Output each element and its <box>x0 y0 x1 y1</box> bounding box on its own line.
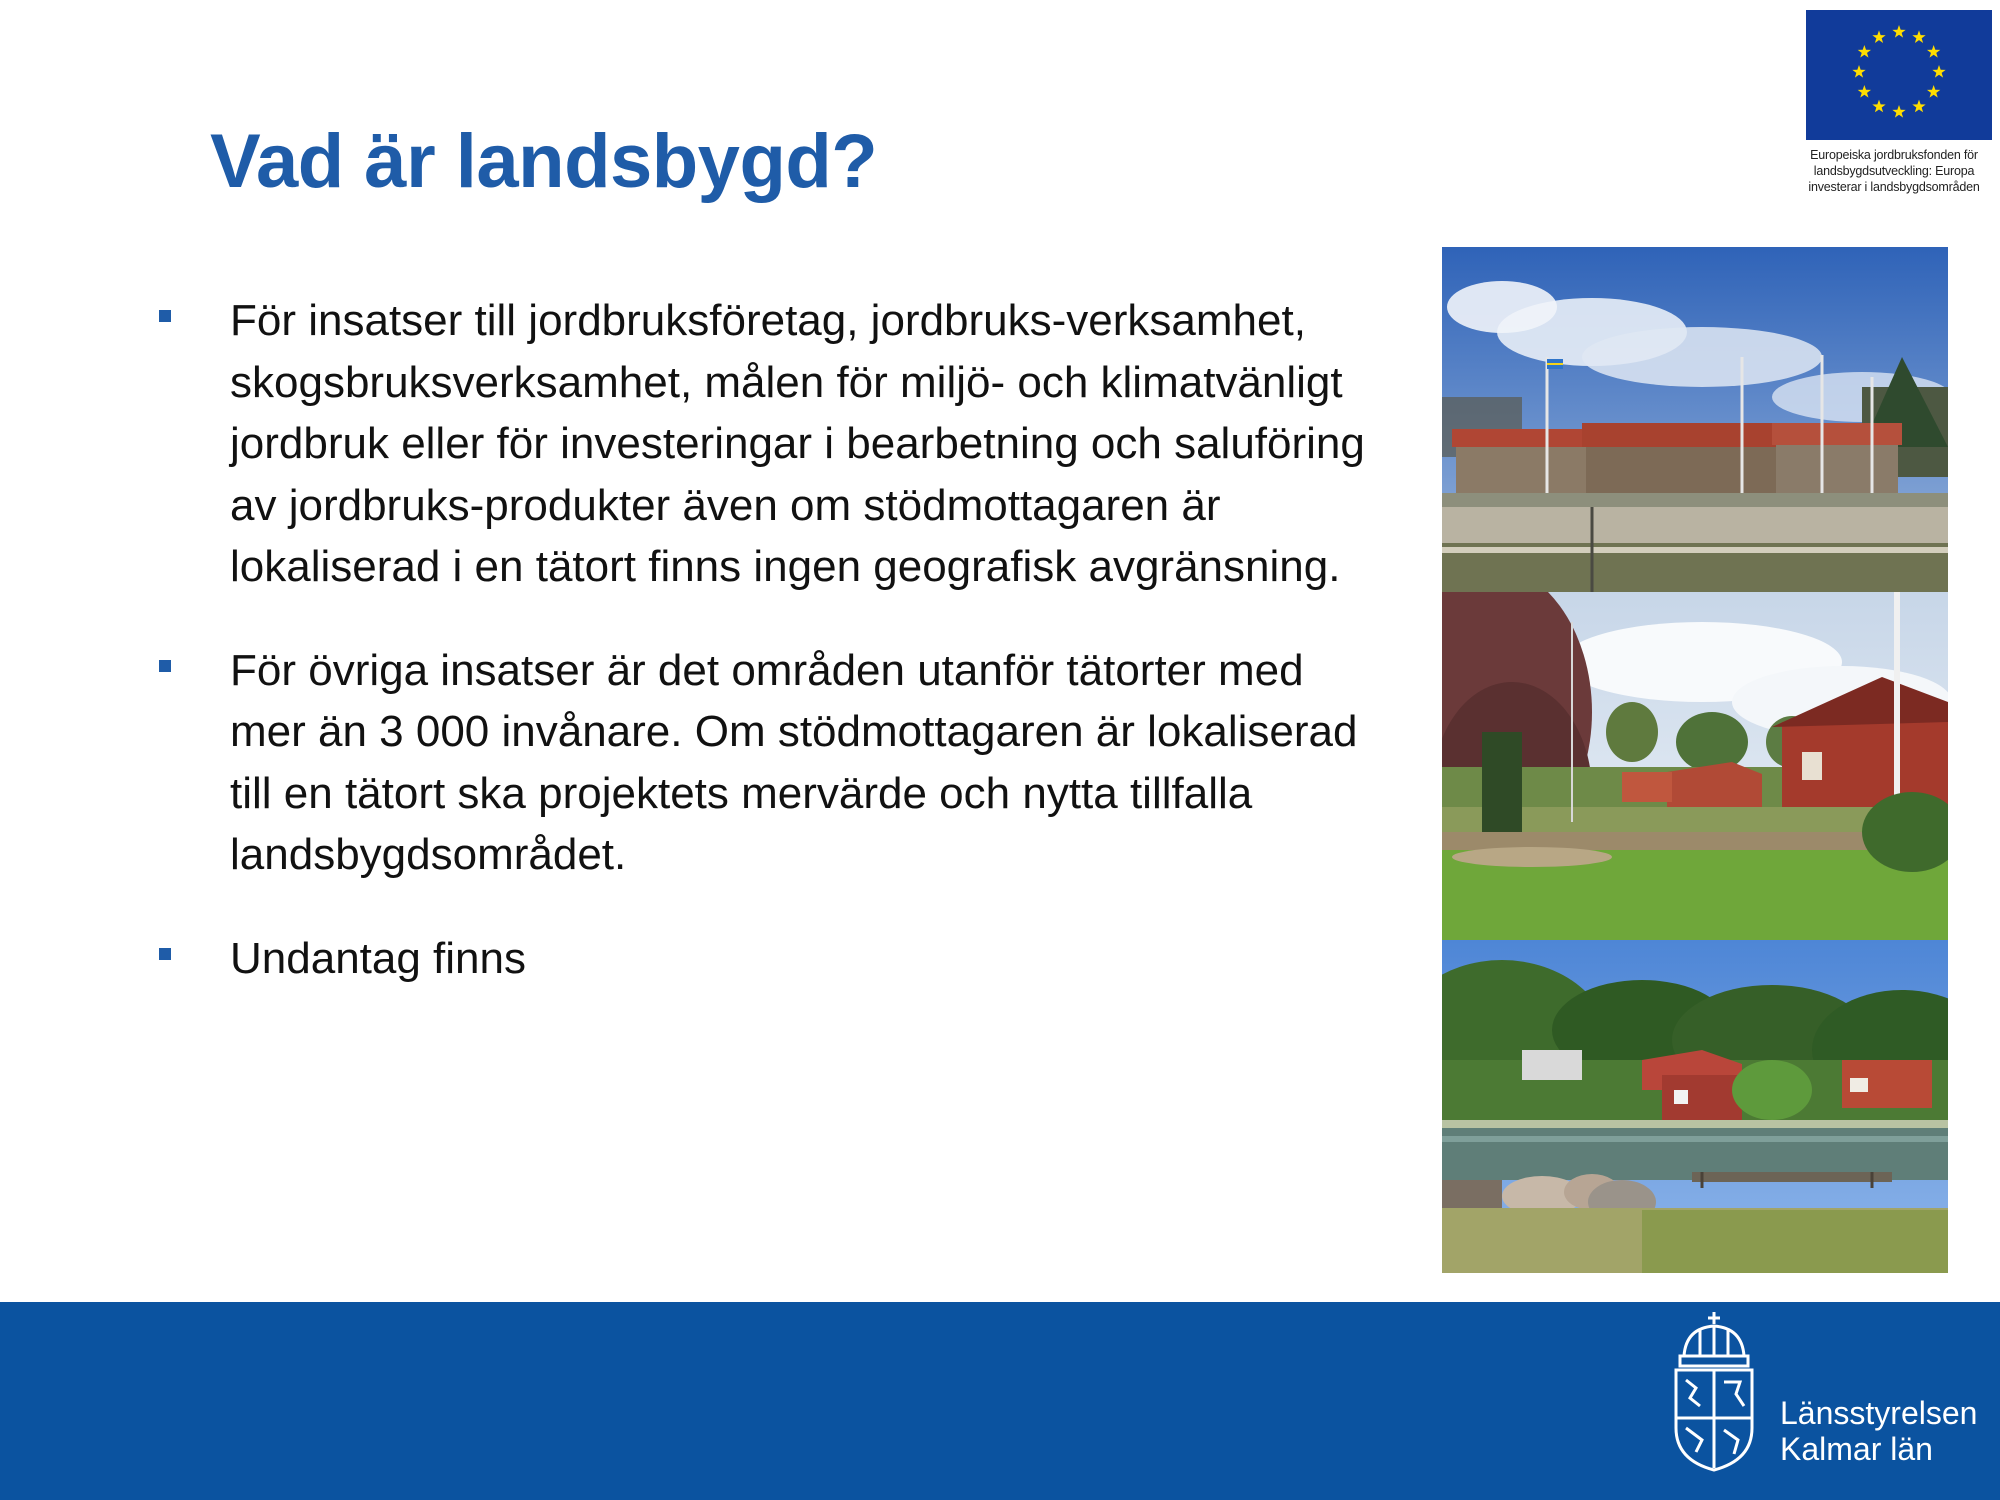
eu-caption-line: investerar i landsbygdsområden <box>1808 180 1980 194</box>
eu-flag-icon <box>1806 10 1992 140</box>
org-name-line: Länsstyrelsen <box>1780 1395 1978 1431</box>
bullet-text: För övriga insatser är det områden utanför tätorter med mer än 3 000 invånare. Om stödmottagaren är lokaliserad till en tätort ska projektets mervärde och nytta tillfalla landsbygdsområdet. <box>230 645 1358 879</box>
bullet-square-icon <box>159 948 171 960</box>
organization-name <box>1780 1395 1977 1467</box>
bullet-item <box>150 928 1380 990</box>
farm-buildings-photo <box>1442 247 1948 592</box>
bullet-item <box>150 640 1380 886</box>
bullet-square-icon <box>159 660 171 672</box>
bullet-item <box>150 290 1380 598</box>
bullet-square-icon <box>159 310 171 322</box>
coat-of-arms-icon <box>1666 1310 1762 1472</box>
org-name-line: Kalmar län <box>1780 1431 1933 1467</box>
photo-column <box>1442 247 1948 1273</box>
garden-house-photo <box>1442 592 1948 940</box>
slide-title: Vad är landsbygd? <box>210 119 878 204</box>
eu-caption <box>1790 147 1998 195</box>
eu-caption-line: landsbygdsutveckling: Europa <box>1813 164 1975 178</box>
bullet-list <box>150 290 1380 1031</box>
eu-caption-line: Europeiska jordbruksfonden för <box>1810 148 1978 162</box>
bullet-text: För insatser till jordbruksföretag, jordbruks-verksamhet, skogsbruksverksamhet, målen för miljö- och klimatvänligt jordbruk eller för investeringar i bearbetning och saluföring av jordbruks-produkter även om stödmottagaren är lokaliserad i en tätort finns ingen geografisk avgränsning. <box>230 296 1365 591</box>
lakeside-houses-photo <box>1442 940 1948 1273</box>
bullet-text: Undantag finns <box>230 933 526 983</box>
